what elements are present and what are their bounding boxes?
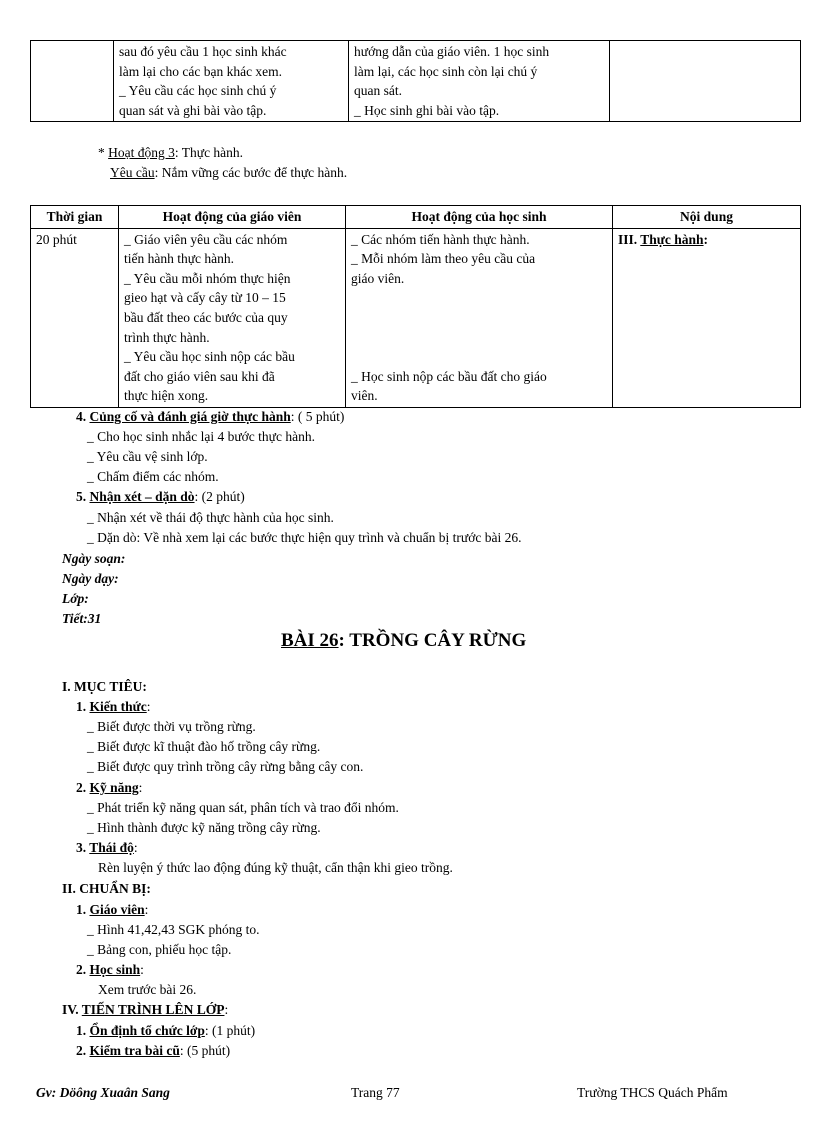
objectives-heading: I. MỤC TIÊU: [62, 679, 147, 694]
activity3-requirement: Yêu cầu: Nắm vững các bước để thực hành. [110, 165, 348, 180]
footer-school: Trường THCS Quách Phẩm [577, 1085, 728, 1100]
skills-heading: 2. Kỹ năng: [76, 780, 143, 795]
footer-page: Trang 77 [351, 1085, 400, 1100]
top-table [30, 40, 801, 122]
footer-teacher: Gv: Döông Xuaân Sang [36, 1085, 170, 1100]
header-content: Nội dung [613, 206, 801, 229]
header-time: Thời gian [31, 206, 119, 229]
attitude-heading: 3. Thái độ: [76, 840, 138, 855]
cell-student: _ Các nhóm tiến hành thực hành. _ Mỗi nhóm làm theo yêu cầu của giáo viên. _ Học sinh nộp các bầu đất cho giáo viên. [346, 228, 613, 407]
knowledge-item: _ Biết được thời vụ trồng rừng. [87, 719, 256, 734]
knowledge-item: _ Biết được kĩ thuật đào hố trồng cây rừng. [87, 739, 321, 754]
activity-table-header [31, 206, 801, 229]
header-student: Hoạt động của học sinh [346, 206, 613, 229]
activity3-heading: * Hoạt động 3: Thực hành. [98, 145, 244, 160]
section5-item: _ Dặn dò: Về nhà xem lại các bước thực hiện quy trình và chuẩn bị trước bài 26. [87, 530, 522, 545]
top-table-col2: sau đó yêu cầu 1 học sinh khác làm lại cho các bạn khác xem. _ Yêu cầu các học sinh chú ý quan sát và ghi bài vào tập. [114, 41, 349, 122]
cell-content: III. Thực hành: [613, 228, 801, 407]
section4-heading: 4. Củng cố và đánh giá giờ thực hành: ( 5 phút) [76, 409, 345, 424]
attitude-text: Rèn luyện ý thức lao động đúng kỹ thuật, cẩn thận khi gieo trồng. [98, 860, 453, 875]
skills-item: _ Phát triển kỹ năng quan sát, phân tích và trao đổi nhóm. [87, 800, 399, 815]
student-prep-text: Xem trước bài 26. [98, 982, 197, 997]
meta-period: Tiết:31 [62, 611, 102, 626]
cell-teacher: _ Giáo viên yêu cầu các nhóm tiến hành thực hành. _ Yêu cầu mỗi nhóm thực hiện gieo hạt và cấy cây từ 10 – 15 bầu đất theo các bước của quy trình thực hành. _ Yêu cầu học sinh nộp các bầu đất cho giáo viên sau khi đã thực hiện xong. [119, 228, 346, 407]
activity-table [30, 205, 801, 408]
skills-item: _ Hình thành được kỹ năng trồng cây rừng. [87, 820, 321, 835]
process-item-review: 2. Kiểm tra bài cũ: (5 phút) [76, 1043, 231, 1058]
activity3-label: Hoạt động 3 [108, 145, 175, 160]
meta-class: Lớp: [62, 591, 89, 606]
section4-item: _ Chấm điểm các nhóm. [87, 469, 219, 484]
process-heading: IV. TIẾN TRÌNH LÊN LỚP: [62, 1002, 229, 1017]
process-item-stabilize: 1. Ổn định tổ chức lớp: (1 phút) [76, 1023, 256, 1038]
section4-item: _ Yêu cầu vệ sinh lớp. [87, 449, 208, 464]
teacher-prep-item: _ Hình 41,42,43 SGK phóng to. [87, 922, 260, 937]
knowledge-item: _ Biết được quy trình trồng cây rừng bằng cây con. [87, 759, 364, 774]
cell-time: 20 phút [31, 228, 119, 407]
student-prep-heading: 2. Học sinh: [76, 962, 144, 977]
teacher-prep-item: _ Bảng con, phiếu học tập. [87, 942, 232, 957]
preparation-heading: II. CHUẨN BỊ: [62, 881, 151, 896]
section5-item: _ Nhận xét về thái độ thực hành của học sinh. [87, 510, 334, 525]
top-table-col3: hướng dẫn của giáo viên. 1 học sinh làm lại, các học sinh còn lại chú ý quan sát. _ Học sinh ghi bài vào tập. [349, 41, 610, 122]
activity-table-row [31, 228, 801, 407]
section4-item: _ Cho học sinh nhắc lại 4 bước thực hành. [87, 429, 315, 444]
meta-teach-date: Ngày dạy: [62, 571, 119, 586]
meta-prep-date: Ngày soạn: [62, 551, 126, 566]
teacher-prep-heading: 1. Giáo viên: [76, 902, 149, 917]
top-table-col1 [31, 41, 114, 122]
lesson-title: BÀI 26: TRỒNG CÂY RỪNG [281, 630, 527, 651]
header-teacher: Hoạt động của giáo viên [119, 206, 346, 229]
knowledge-heading: 1. Kiến thức: [76, 699, 151, 714]
top-table-col4 [610, 41, 801, 122]
section5-heading: 5. Nhận xét – dặn dò: (2 phút) [76, 489, 245, 504]
